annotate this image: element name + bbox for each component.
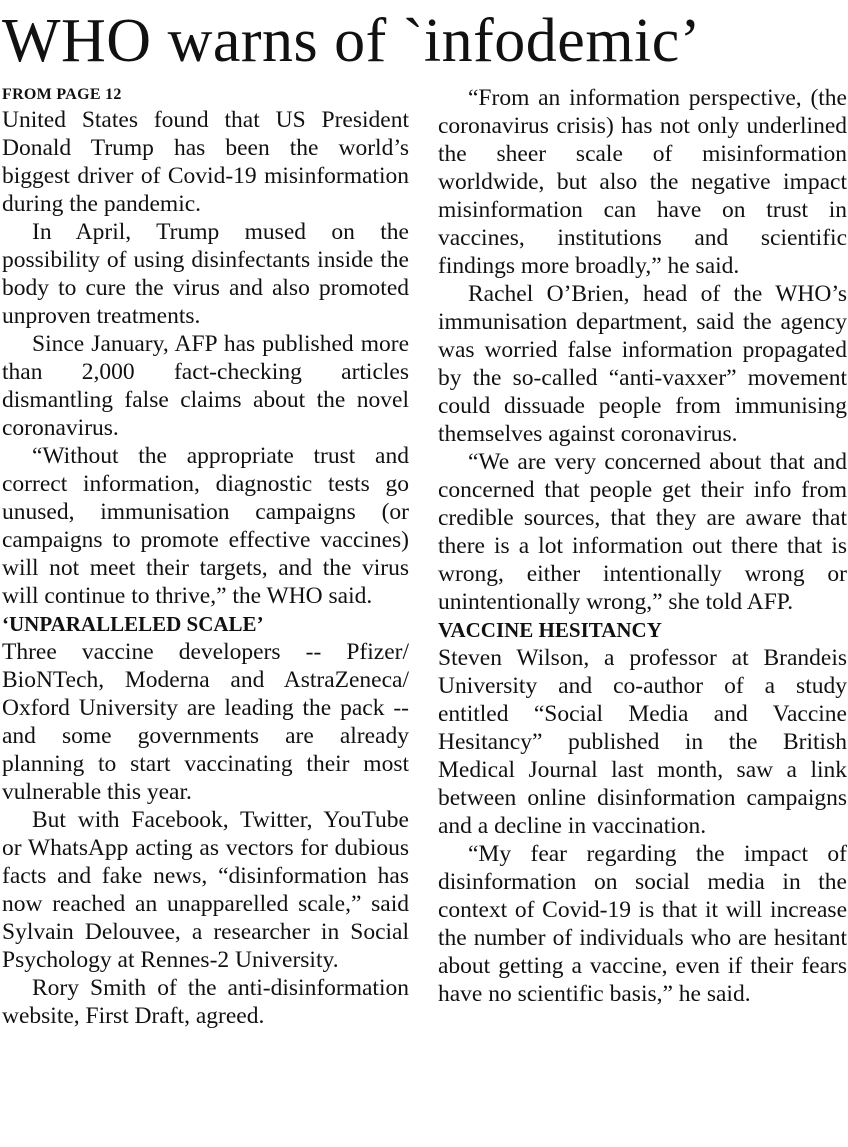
article-paragraph: Three vaccine developers -- Pfizer/ BioNTech, Moderna and AstraZeneca/ Oxford University are leading the pack -- and some governments are already planning to start vaccinating their most vulnerable this year. [2,639,409,805]
article-paragraph: In April, Trump mused on the possibility of using disinfectants inside the body to cure the virus and also promoted unproven treatments. [2,219,409,329]
article-paragraph: Rachel O’Brien, head of the WHO’s immunisation department, said the agency was worried false information propagated by the so-called “anti-vaxxer” movement could dissuade people from immunising themselves against coronavirus. [438,281,847,447]
article-paragraph: “From an information perspective, (the coronavirus crisis) has not only underlined the sheer scale of misinformation worldwide, but also the negative impact misinformation can have on trust in vaccines, institutions and scientific findings more broadly,” he said. [438,85,847,279]
article-paragraph: “My fear regarding the impact of disinformation on social media in the context of Covid-19 is that it will increase the number of individuals who are hesitant about getting a vaccine, even if their fears have no scientific basis,” he said. [438,841,847,1007]
article-paragraph: United States found that US President Donald Trump has been the world’s biggest driver of Covid-19 misinformation during the pandemic. [2,107,409,217]
subhead-unparalleled-scale: ‘UNPARALLELED SCALE’ [2,612,264,636]
article-paragraph: Steven Wilson, a professor at Brandeis University and co-author of a study entitled “Social Media and Vaccine Hesitancy” published in the British Medical Journal last month, saw a link between online disinformation campaigns and a decline in vaccination. [438,645,847,839]
from-page-kicker: FROM PAGE 12 [2,86,122,103]
article-paragraph: But with Facebook, Twitter, YouTube or WhatsApp acting as vectors for dubious facts and fake news, “disinformation has now reached an unapparelled scale,” said Sylvain Delouvee, a researcher in Social Psychology at Rennes-2 University. [2,807,409,973]
article-paragraph: “Without the appropriate trust and correct information, diagnostic tests go unused, immunisation campaigns (or campaigns to promote effective vaccines) will not meet their targets, and the virus will continue to thrive,” the WHO said. [2,443,409,609]
article-paragraph: “We are very concerned about that and concerned that people get their info from credible sources, that they are aware that there is a lot information out there that is wrong, either intentionally wrong or unintentionally wrong,” she told AFP. [438,449,847,615]
article-paragraph: Since January, AFP has published more than 2,000 fact-checking articles dismantling false claims about the novel coronavirus. [2,331,409,441]
headline: WHO warns of `infodemic’ [2,7,701,75]
article-paragraph: Rory Smith of the anti-disinformation website, First Draft, agreed. [2,975,409,1029]
subhead-vaccine-hesitancy: VACCINE HESITANCY [438,618,662,642]
right-column [438,84,847,1008]
left-column [2,84,409,1030]
